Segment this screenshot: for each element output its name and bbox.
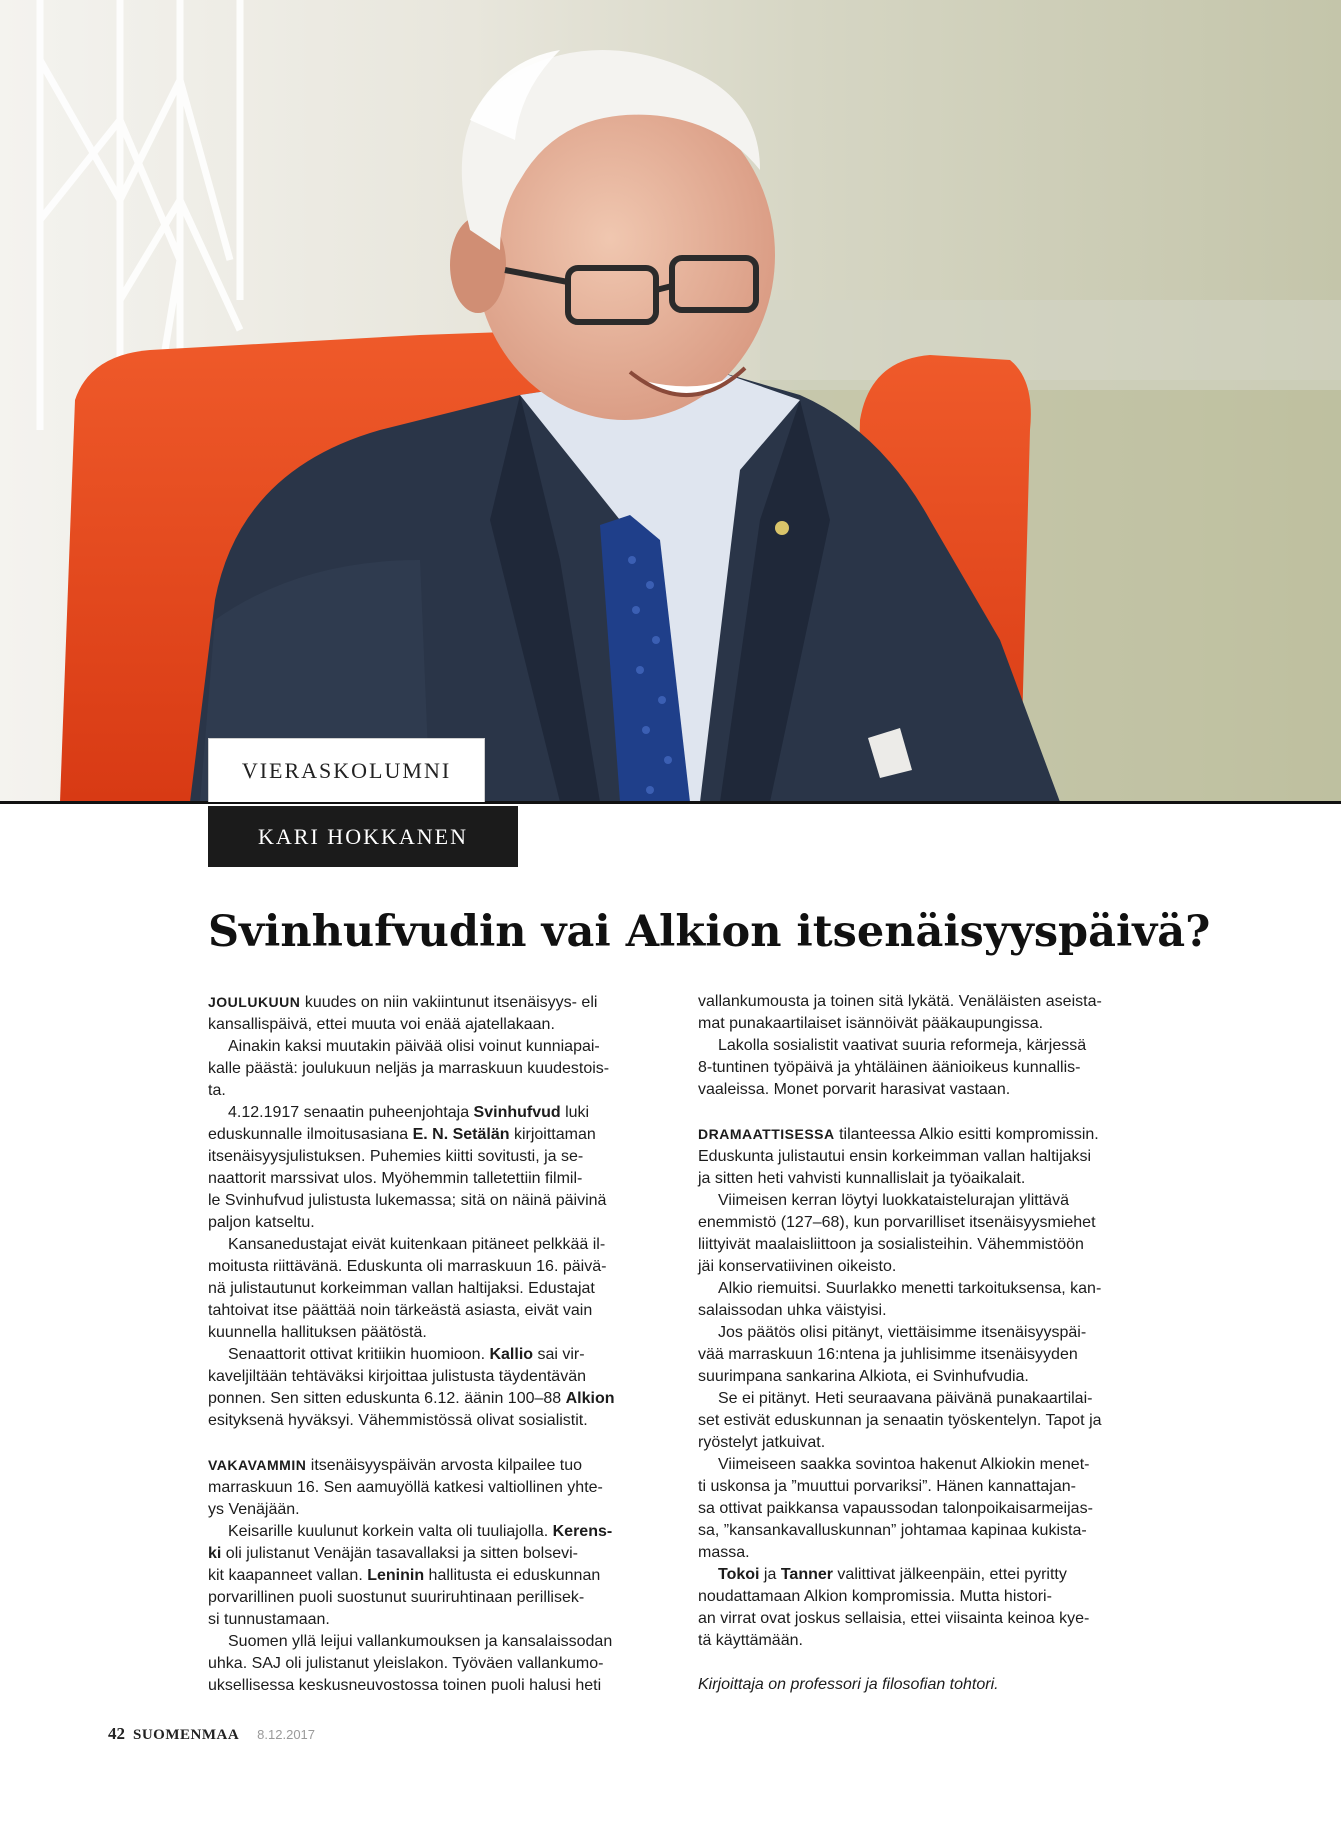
text-line: itsenäisyysjulistuksen. Puhemies kiitti sovitusti, ja se-	[208, 1148, 584, 1165]
text-line: Viimeiseen saakka sovintoa hakenut Alkiokin menet-	[718, 1456, 1090, 1473]
text-line: Alkio riemuitsi. Suurlakko menetti tarkoituksensa, kan-	[718, 1280, 1102, 1297]
text-line: Jos päätös olisi pitänyt, viettäisimme itsenäisyyspäi-	[718, 1324, 1087, 1341]
text-line: mat punakaartilaiset isännöivät pääkaupungissa.	[698, 1015, 1044, 1032]
text-line: oli julistanut Venäjän tasavallaksi ja sitten bolsevi-	[221, 1545, 578, 1562]
text-line: set estivät eduskunnan ja senaatin työskentelyn. Tapot ja	[698, 1412, 1102, 1429]
text-line: vallankumousta ja toinen sitä lykätä. Venäläisten aseista-	[698, 993, 1102, 1010]
text-line: paljon katseltu.	[208, 1214, 315, 1231]
text-line: Suomen yllä leijui vallankumouksen ja kansalaissodan	[228, 1633, 613, 1650]
text-line: esityksenä hyväksyi. Vähemmistössä olivat sosialistit.	[208, 1412, 588, 1429]
text-line: sai vir-	[533, 1346, 585, 1363]
author-badge: KARI HOKKANEN	[208, 806, 518, 867]
text-line: tahtoivat itse päättää noin tärkeästä asiasta, eivät vain	[208, 1302, 593, 1319]
text-line: Senaattorit ottivat kritiikin huomioon.	[228, 1346, 490, 1363]
text-line: kansallispäivä, ettei muuta voi enää ajatellakaan.	[208, 1016, 555, 1033]
text-line: kalle päästä: joulukuun neljäs ja marraskuun kuudestois-	[208, 1060, 610, 1077]
text-line: kaveljiltään tehtäväksi kirjoittaa julistusta täydentävän	[208, 1368, 586, 1385]
bold-name: Tokoi	[718, 1566, 760, 1583]
text-line: moitusta riittävänä. Eduskunta oli marraskuun 16. päivä-	[208, 1258, 607, 1275]
text-line: 8-tuntinen työpäivä ja yhtäläinen äänioikeus kunnallis-	[698, 1059, 1081, 1076]
text-line: noudattamaan Alkion kompromissia. Mutta histori-	[698, 1588, 1052, 1605]
article-headline: Svinhufvudin vai Alkion itsenäisyyspäivä?	[208, 907, 1211, 957]
text-line: ja sitten heti vahvisti kunnallislait ja työaikalait.	[698, 1170, 1026, 1187]
text-line: eduskunnalle ilmoitusasiana	[208, 1126, 413, 1143]
bold-name: Kerens-	[552, 1523, 613, 1540]
text-line: ryöstelyt jatkuivat.	[698, 1434, 826, 1451]
bold-name: ki	[208, 1545, 222, 1562]
bold-name: Svinhufvud	[473, 1104, 561, 1121]
text-line: kuudes on niin vakiintunut itsenäisyys- eli	[300, 994, 598, 1011]
text-line: sa, ”kansankavalluskunnan” johtamaa kapinaa kukista-	[698, 1522, 1087, 1539]
text-line: vää marraskuun 16:ntena ja juhlisimme itsenäisyyden	[698, 1346, 1078, 1363]
text-line: 4.12.1917 senaatin puheenjohtaja	[228, 1104, 474, 1121]
text-line: Kansanedustajat eivät kuitenkaan pitäneet pelkkää il-	[228, 1236, 606, 1253]
text-line: naattorit marssivat ulos. Myöhemmin talletettiin filmil-	[208, 1170, 583, 1187]
bold-name: Leninin	[367, 1567, 425, 1584]
text-line: Eduskunta julistautui ensin korkeimman vallan haltijaksi	[698, 1148, 1092, 1165]
text-line: Keisarille kuulunut korkein valta oli tuuliajolla.	[228, 1523, 553, 1540]
text-line: valittivat jälkeenpäin, ettei pyritty	[832, 1566, 1067, 1583]
text-line: ta.	[208, 1082, 226, 1099]
text-line: ti uskonsa ja ”muuttui porvariksi”. Hänen kannattajan-	[698, 1478, 1076, 1495]
text-line: jäi konservatiivinen oikeisto.	[698, 1258, 897, 1275]
photo-divider	[0, 801, 1341, 804]
page-footer	[108, 1724, 315, 1746]
bold-name: Kallio	[489, 1346, 534, 1363]
magazine-name: SUOMENMAA	[133, 1727, 240, 1743]
text-line: salaissodan uhka väistyisi.	[698, 1302, 887, 1319]
text-line: an virrat ovat joskus sellaisia, ettei viisainta keinoa kye-	[698, 1610, 1090, 1627]
text-line: le Svinhufvud julistusta lukemassa; sitä on näinä päivinä	[208, 1192, 607, 1209]
text-line: porvarillinen puoli suostunut suuriruhtinaan perillisek-	[208, 1589, 585, 1606]
article-column-right	[698, 991, 1143, 1696]
bold-name: E. N. Setälän	[412, 1126, 510, 1143]
text-line: hallitusta ei eduskunnan	[424, 1567, 601, 1584]
text-line: ys Venäjään.	[208, 1501, 300, 1518]
text-line: kirjoittaman	[509, 1126, 596, 1143]
text-line: ponnen. Sen sitten eduskunta 6.12. äänin 100–88	[208, 1390, 566, 1407]
article-column-left	[208, 991, 653, 1697]
bold-name: Tanner	[780, 1566, 833, 1583]
text-line: Se ei pitänyt. Heti seuraavana päivänä punakaartilai-	[718, 1390, 1093, 1407]
text-line: nä julistautunut korkeimman vallan haltijaksi. Edustajat	[208, 1280, 595, 1297]
text-line: Lakolla sosialistit vaativat suuria reformeja, kärjessä	[718, 1037, 1087, 1054]
text-line: kuunnella hallituksen päätöstä.	[208, 1324, 427, 1341]
paragraph-lead: DRAMAATTISESSA	[698, 1126, 835, 1142]
text-line: marraskuun 16. Sen aamuyöllä katkesi valtiollinen yhte-	[208, 1479, 603, 1496]
issue-date: 8.12.2017	[257, 1727, 316, 1742]
text-line: uhka. SAJ oli julistanut yleislakon. Työväen vallankumo-	[208, 1655, 604, 1672]
text-line: Ainakin kaksi muutakin päivää olisi voinut kunniapai-	[228, 1038, 600, 1055]
text-line: tilanteessa Alkio esitti kompromissin.	[834, 1126, 1099, 1143]
bold-name: Alkion	[565, 1390, 615, 1407]
text-line: suurimpana sankarina Alkiota, ei Svinhufvudia.	[698, 1368, 1029, 1385]
author-byline: Kirjoittaja on professori ja filosofian tohtori.	[698, 1676, 999, 1693]
text-line: vaaleissa. Monet porvarit harasivat vastaan.	[698, 1081, 1011, 1098]
paragraph-lead: VAKAVAMMIN	[208, 1457, 307, 1473]
text-line: si tunnustamaan.	[208, 1611, 330, 1628]
text-line: uksellisessa keskusneuvostossa toinen puoli halusi heti	[208, 1677, 602, 1694]
paragraph-lead: JOULUKUUN	[208, 994, 301, 1010]
section-kicker: VIERASKOLUMNI	[208, 738, 485, 802]
text-line: ja	[759, 1566, 781, 1583]
text-line: kit kaapanneet vallan.	[208, 1567, 368, 1584]
page-number: 42	[108, 1724, 125, 1743]
hero-photo	[0, 0, 1341, 802]
text-line: enemmistö (127–68), kun porvarilliset itsenäisyysmiehet	[698, 1214, 1096, 1231]
text-line: Viimeisen kerran löytyi luokkataistelurajan ylittävä	[718, 1192, 1069, 1209]
portrait-illustration	[0, 0, 1341, 802]
text-line: itsenäisyyspäivän arvosta kilpailee tuo	[306, 1457, 583, 1474]
text-line: massa.	[698, 1544, 750, 1561]
text-line: luki	[560, 1104, 590, 1121]
text-line: liittyivät maalaisliittoon ja sosialisteihin. Vähemmistöön	[698, 1236, 1084, 1253]
text-line: sa ottivat paikkansa vapaussodan talonpoikaisarmeijas-	[698, 1500, 1093, 1517]
text-line: tä käyttämään.	[698, 1632, 803, 1649]
